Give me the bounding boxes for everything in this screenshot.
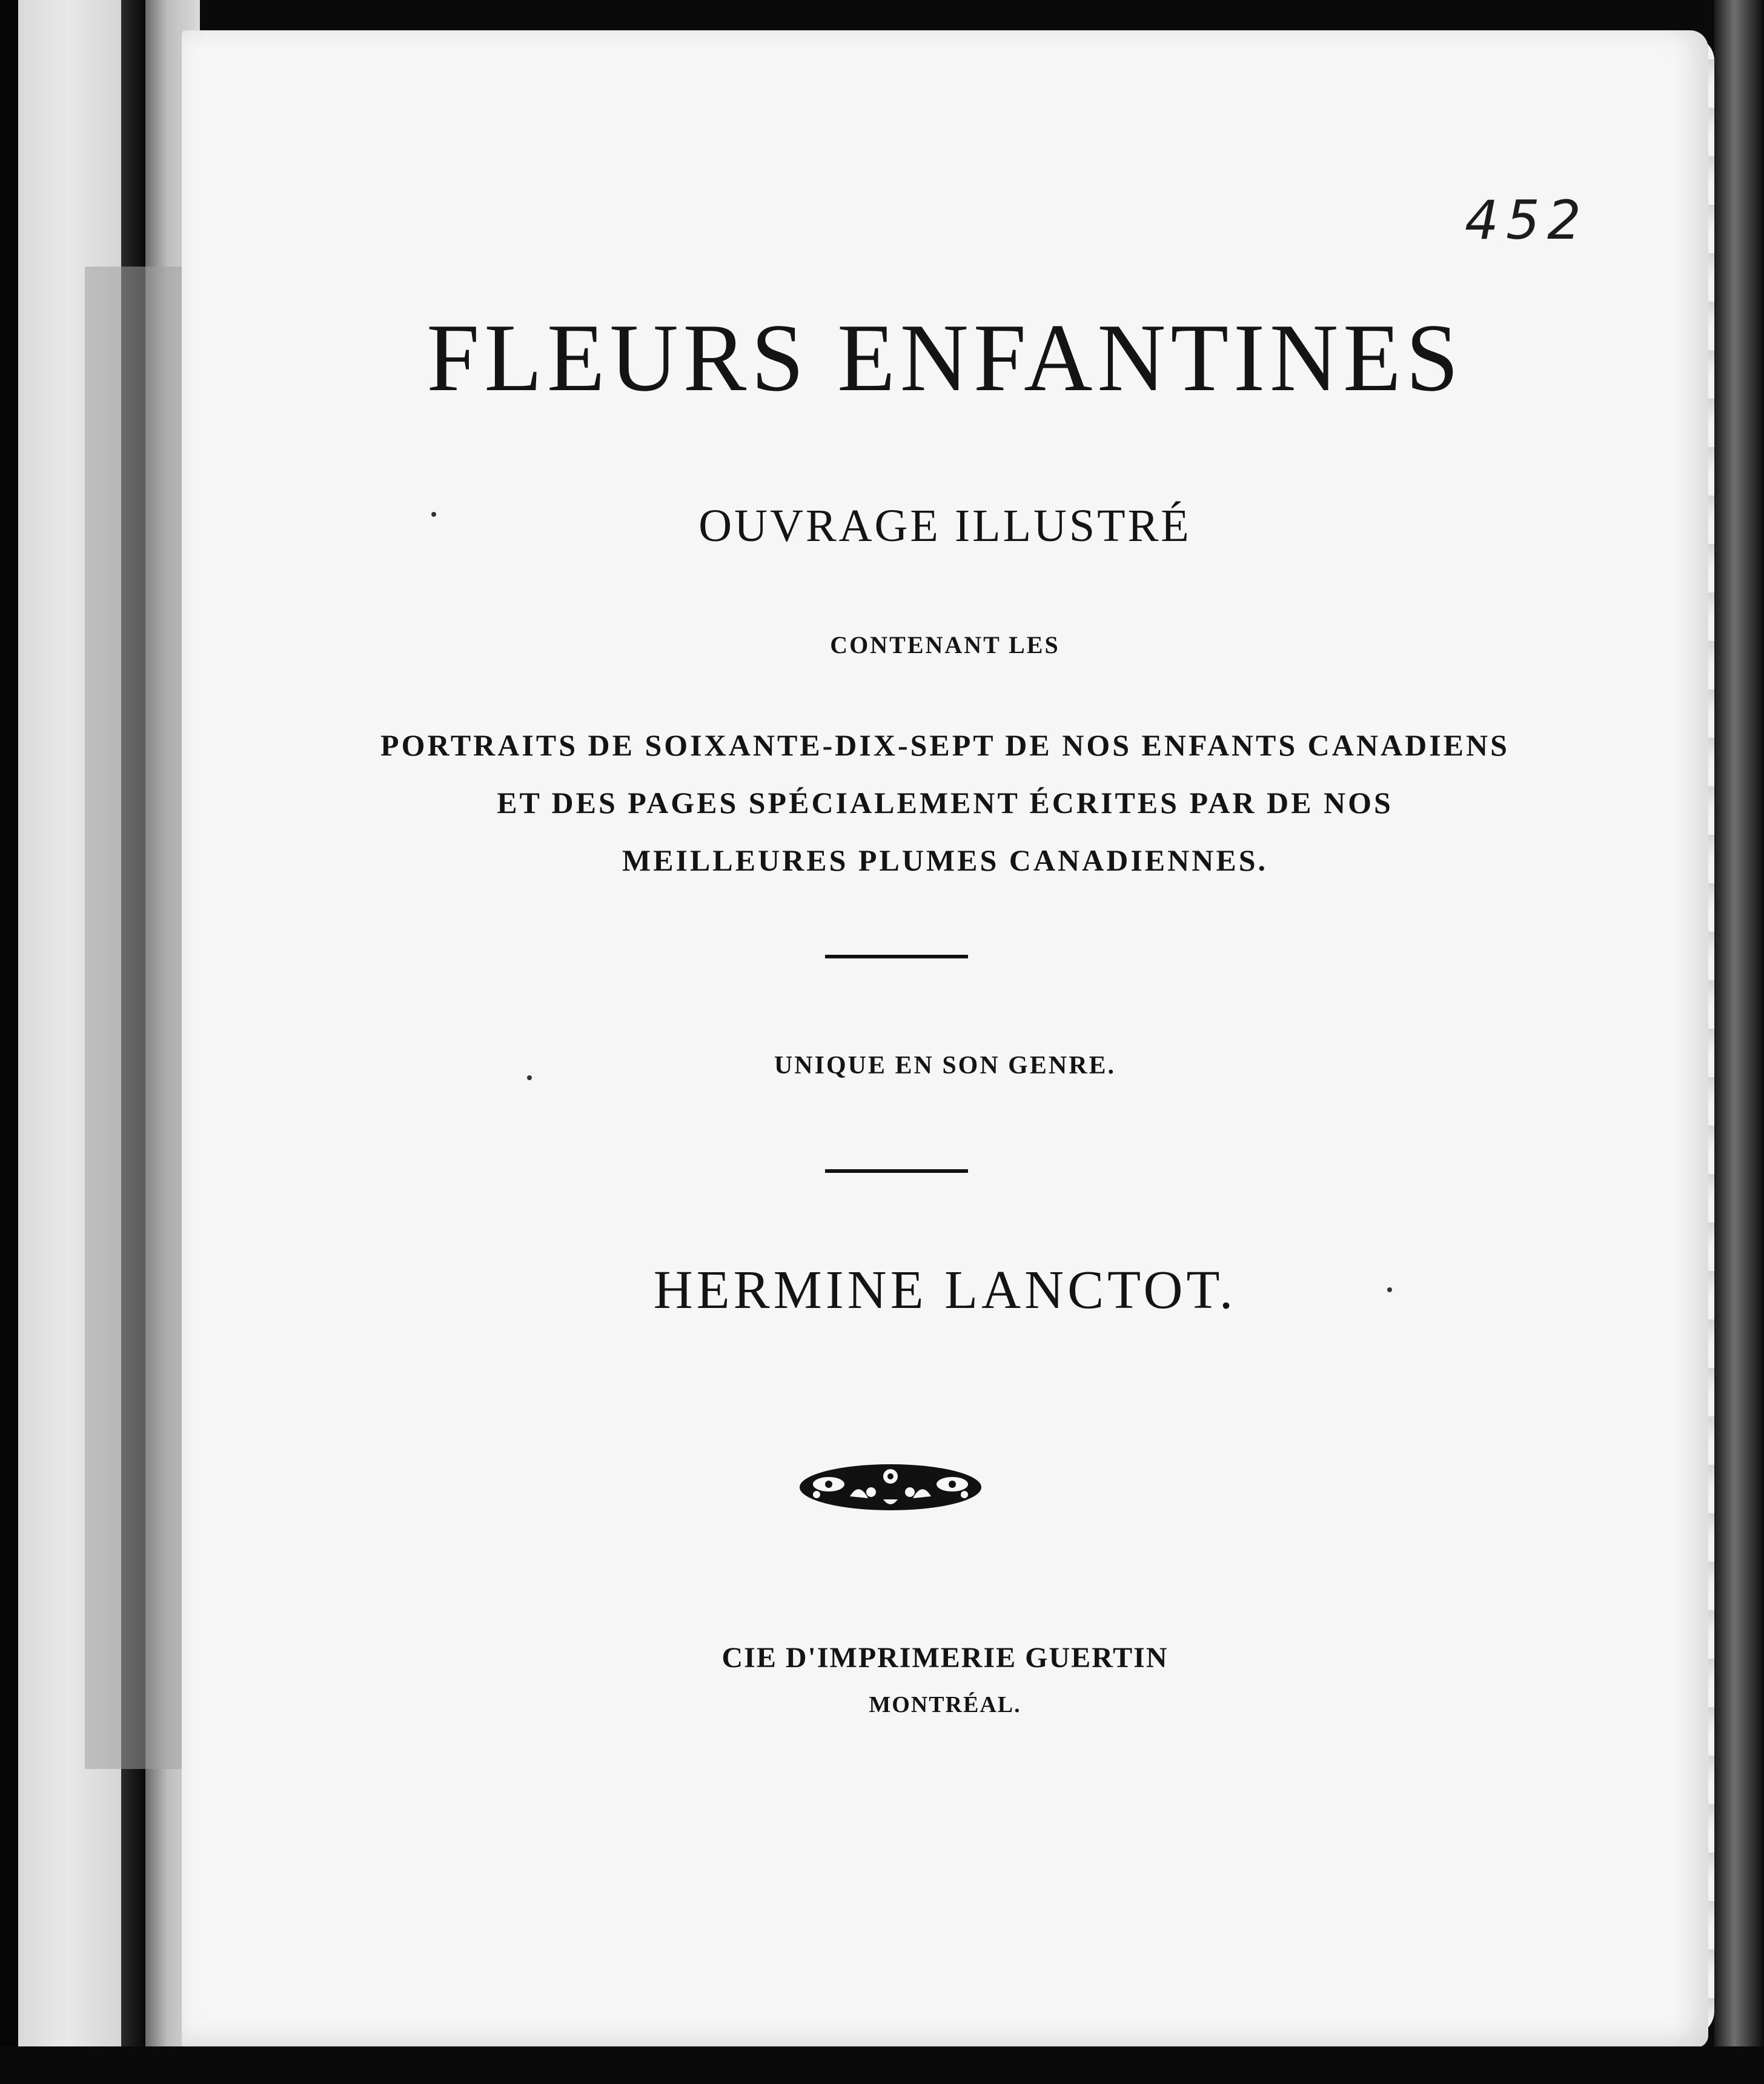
description-line: MEILLEURES PLUMES CANADIENNES. (622, 843, 1268, 877)
description-line: ET DES PAGES SPÉCIALEMENT ÉCRITES PAR DE NOS (497, 786, 1393, 820)
publisher-name: CIE D'IMPRIMERIE GUERTIN (721, 1642, 1169, 1674)
handwritten-shelfmark: 452 (1465, 189, 1588, 251)
paper-speck (1387, 1287, 1392, 1292)
book-title: FLEURS ENFANTINES (426, 304, 1464, 411)
paper-speck (431, 512, 436, 517)
scan-frame-left (0, 0, 18, 2084)
divider-rule (825, 955, 968, 958)
divider-rule (825, 1169, 968, 1173)
book-subtitle: OUVRAGE ILLUSTRÉ (698, 500, 1192, 551)
scan-frame-top (0, 0, 1764, 30)
printer-ornament-icon (792, 1451, 989, 1524)
paper-speck (527, 1075, 532, 1080)
author-name: HERMINE LANCTOT. (653, 1260, 1237, 1320)
publisher-city: MONTRÉAL. (869, 1692, 1021, 1717)
scan-frame-bottom (0, 2046, 1764, 2084)
tagline: UNIQUE EN SON GENRE. (774, 1052, 1116, 1080)
description-line: PORTRAITS DE SOIXANTE-DIX-SEPT DE NOS ENFANTS CANADIENS (380, 728, 1510, 762)
scan-frame-right (1714, 0, 1764, 2084)
contents-intro: CONTENANT LES (830, 631, 1060, 659)
